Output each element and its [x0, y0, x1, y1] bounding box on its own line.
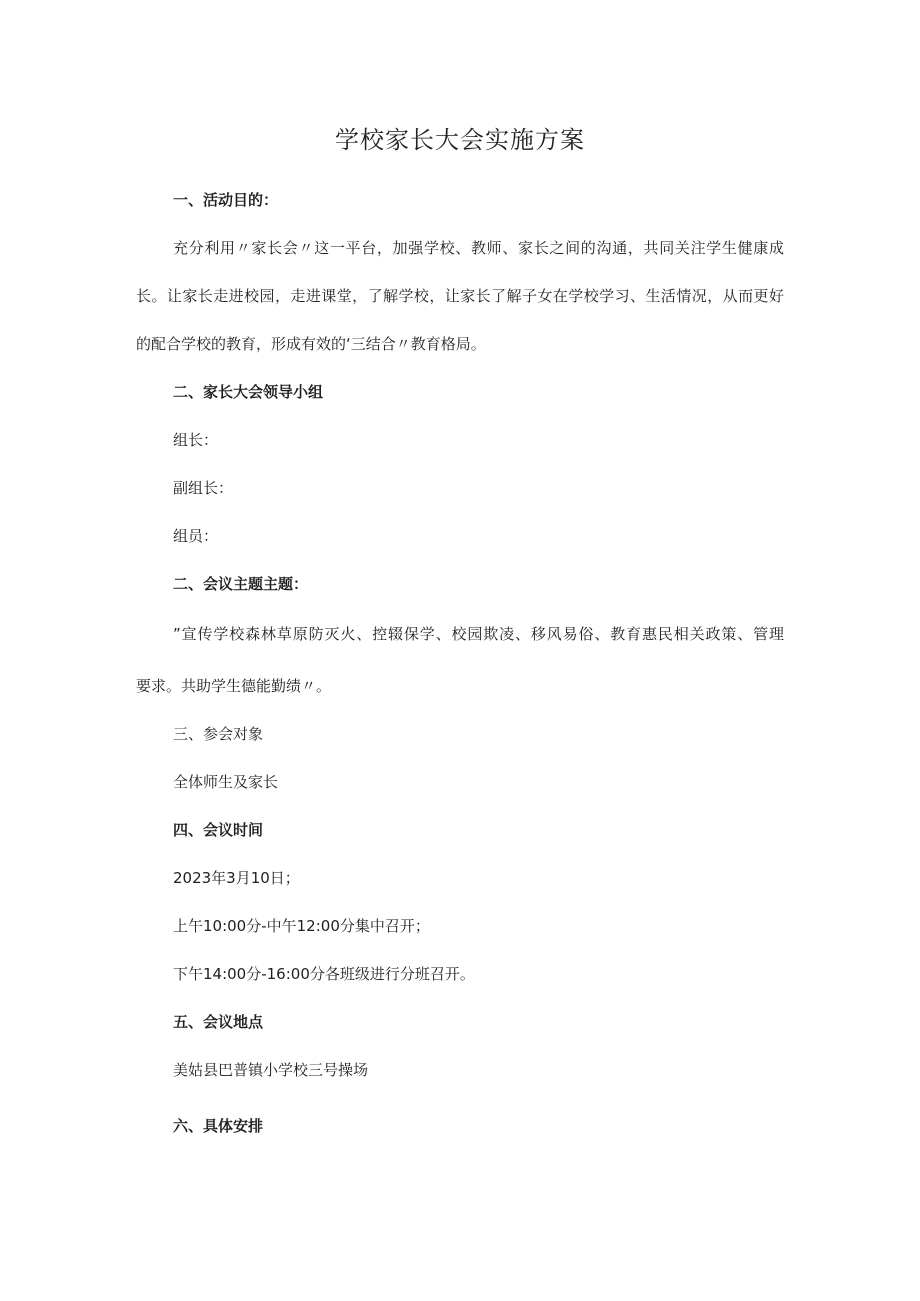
meeting-location-text: 美姑县巴普镇小学校三号操场 [173, 1061, 369, 1079]
participants-text: 全体师生及家长 [173, 773, 279, 791]
heading-specific-arrangements: 六、具体安排 [173, 1117, 264, 1135]
heading-participants: 三、参会对象 [173, 725, 264, 743]
group-leader-label: 组长： [173, 431, 219, 449]
meeting-morning-session: 上午10:00分-中午12:00分集中召开； [173, 917, 430, 935]
paragraph-theme-line-2: 要求。共助学生德能勤绩〃。 [136, 677, 332, 695]
paragraph-theme-line-1: ”宣传学校森林草原防灭火、控辍保学、校园欺凌、移风易俗、教育惠民相关政策、管理 [173, 625, 784, 643]
meeting-afternoon-session: 下午14:00分-16:00分各班级进行分班召开。 [173, 965, 475, 983]
group-deputy-label: 副组长： [173, 479, 234, 497]
heading-activity-purpose: 一、活动目的： [173, 191, 279, 209]
heading-meeting-time: 四、会议时间 [173, 821, 264, 839]
paragraph-purpose-line-1: 充分利用〃家长会〃这一平台，加强学校、教师、家长之间的沟通，共同关注学生健康成 [173, 239, 784, 257]
heading-meeting-location: 五、会议地点 [173, 1013, 264, 1031]
paragraph-purpose-line-2: 长。让家长走进校园，走进课堂，了解学校，让家长了解子女在学校学习、生活情况，从而更好 [136, 287, 784, 305]
meeting-date: 2023年3月10日； [173, 869, 300, 887]
heading-meeting-theme: 二、会议主题主题： [173, 575, 309, 593]
group-members-label: 组员： [173, 527, 219, 545]
document-title: 学校家长大会实施方案 [335, 126, 585, 154]
heading-leadership-group: 二、家长大会领导小组 [173, 383, 324, 401]
paragraph-purpose-line-3: 的配合学校的教育，形成有效的‘三结合〃教育格局。 [136, 335, 486, 353]
